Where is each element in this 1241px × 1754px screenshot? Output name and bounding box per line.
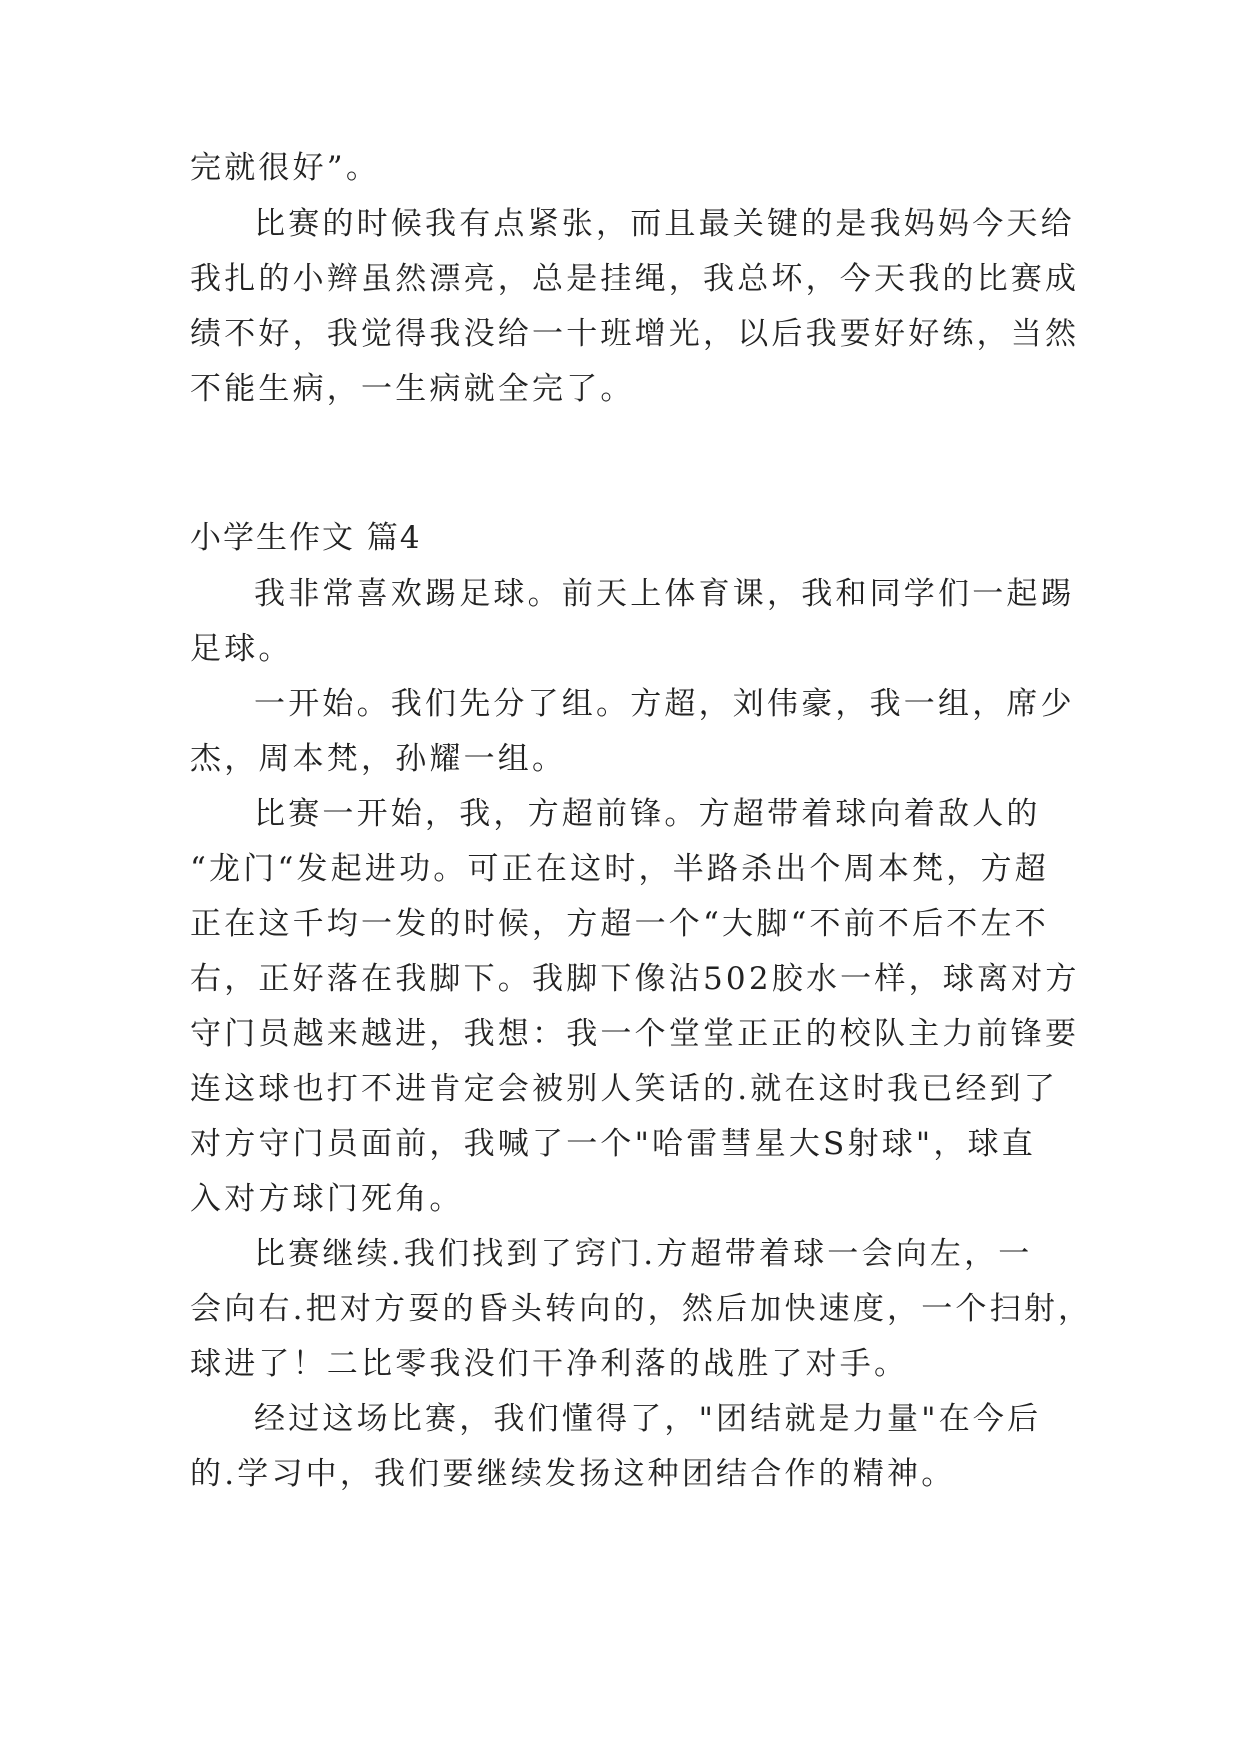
paragraph-line: 我扎的小辫虽然漂亮，总是挂绳，我总坏，今天我的比赛成	[190, 261, 1080, 297]
paragraph-line: 连这球也打不进肯定会被别人笑话的.就在这时我已经到了	[190, 1071, 1059, 1107]
paragraph-line: 比赛的时候我有点紧张，而且最关键的是我妈妈今天给	[254, 206, 1075, 242]
paragraph-line: 会向右.把对方耍的昏头转向的，然后加快速度，一个扫射，	[190, 1291, 1093, 1327]
paragraph-line: 守门员越来越进，我想：我一个堂堂正正的校队主力前锋要	[190, 1016, 1080, 1052]
paragraph-line: 比赛继续.我们找到了窍门.方超带着球一会向左，一	[254, 1236, 1033, 1272]
paragraph-line: 完就很好”。	[190, 150, 381, 186]
paragraph-line: 绩不好，我觉得我没给一十班增光，以后我要好好练，当然	[190, 316, 1080, 352]
paragraph-line: 经过这场比赛，我们懂得了，"团结就是力量"在今后	[254, 1401, 1042, 1437]
paragraph-line: 右，正好落在我脚下。我脚下像沾502胶水一样，球离对方	[190, 961, 1080, 997]
paragraph-line: 一开始。我们先分了组。方超，刘伟豪，我一组，席少	[254, 686, 1075, 722]
paragraph-line: 不能生病，一生病就全完了。	[190, 371, 635, 407]
paragraph-line: 入对方球门死角。	[190, 1181, 464, 1217]
paragraph-line: 杰，周本梵，孙耀一组。	[190, 741, 567, 777]
section-title: 小学生作文 篇4	[190, 520, 422, 556]
paragraph-line: 正在这千均一发的时候，方超一个“大脚“不前不后不左不	[190, 906, 1049, 942]
paragraph-line: 足球。	[190, 631, 293, 667]
paragraph-line: 对方守门员面前，我喊了一个"哈雷彗星大S射球"，球直	[190, 1126, 1036, 1162]
paragraph-line: 的.学习中，我们要继续发扬这种团结合作的精神。	[190, 1456, 956, 1492]
paragraph-line: 比赛一开始，我，方超前锋。方超带着球向着敌人的	[254, 796, 1041, 832]
paragraph-line: 球进了！二比零我没们干净利落的战胜了对手。	[190, 1346, 909, 1382]
paragraph-line: “龙门“发起进功。可正在这时，半路杀出个周本梵，方超	[190, 851, 1049, 887]
paragraph-line: 我非常喜欢踢足球。前天上体育课，我和同学们一起踢	[254, 576, 1075, 612]
